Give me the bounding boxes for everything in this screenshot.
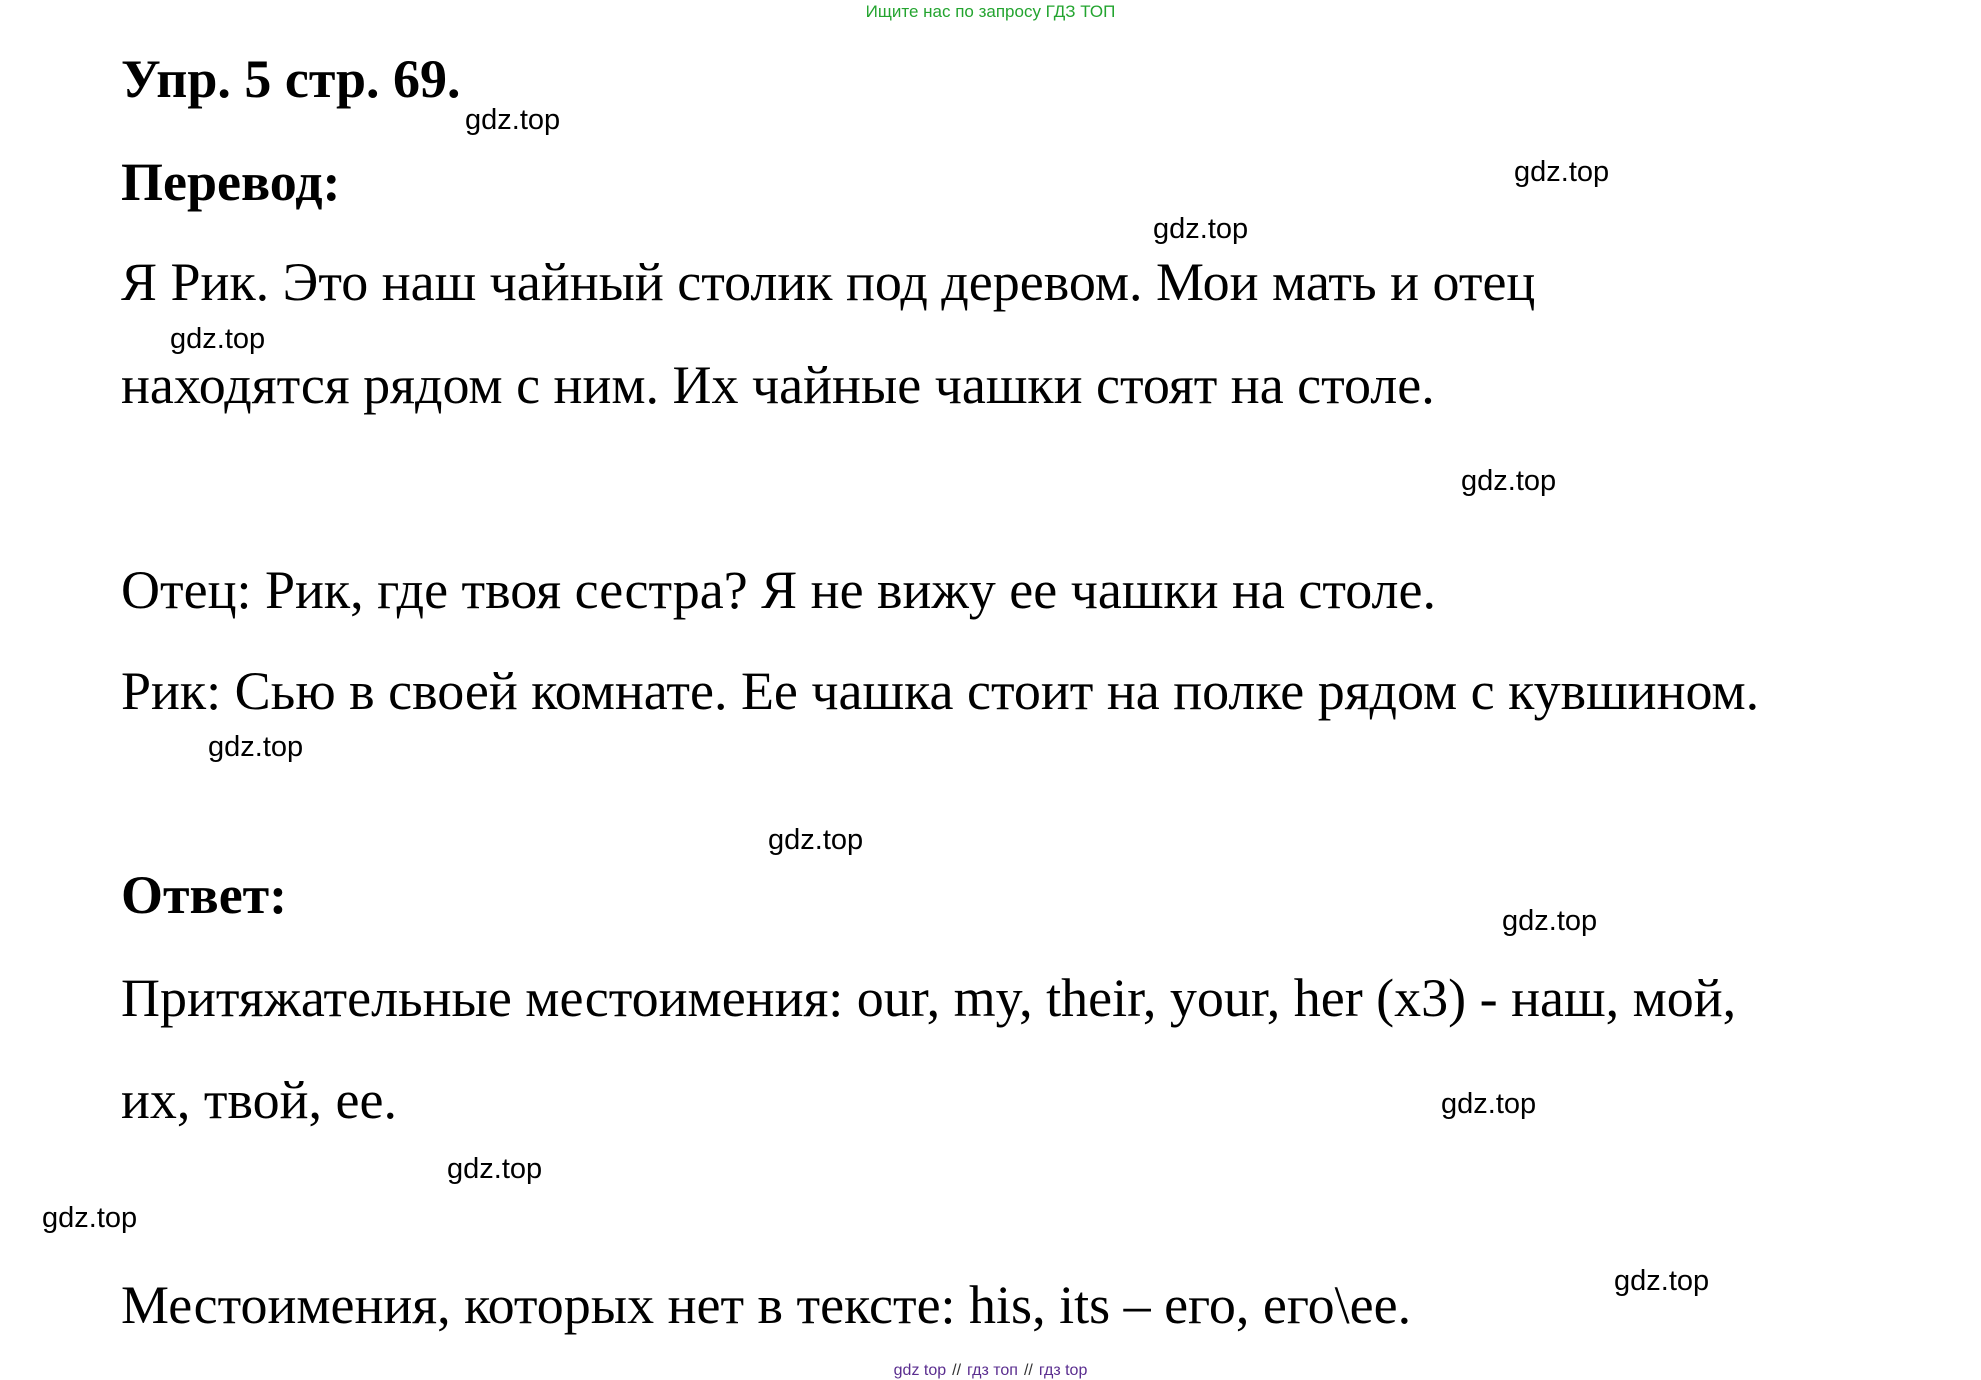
translation-line: Рик: Сью в своей комнате. Ее чашка стоит на полке рядом с кувшином.: [121, 661, 1760, 721]
watermark: gdz.top: [208, 731, 304, 763]
footer-link[interactable]: гдз топ: [967, 1362, 1018, 1379]
answer-heading: Ответ:: [121, 865, 288, 925]
footer-link[interactable]: гдз top: [1038, 1362, 1088, 1379]
answer-line: Притяжательные местоимения: our, my, their, your, her (x3) - наш, мой,: [121, 968, 1737, 1028]
watermark: gdz.top: [1441, 1088, 1537, 1120]
translation-line: Отец: Рик, где твоя сестра? Я не вижу ее чашки на столе.: [121, 560, 1436, 620]
watermark: gdz.top: [447, 1153, 543, 1185]
watermark: gdz.top: [1502, 905, 1598, 937]
watermark: gdz.top: [1514, 156, 1610, 188]
footer-links: [0, 1362, 1981, 1380]
watermark: gdz.top: [1461, 465, 1557, 497]
watermark: gdz.top: [42, 1202, 138, 1234]
watermark: gdz.top: [1614, 1265, 1710, 1297]
translation-line: Я Рик. Это наш чайный столик под деревом. Мои мать и отец: [121, 252, 1536, 312]
translation-line: находятся рядом с ним. Их чайные чашки стоят на столе.: [121, 355, 1435, 415]
watermark: gdz.top: [465, 104, 561, 136]
watermark: gdz.top: [1153, 213, 1249, 245]
watermark: gdz.top: [768, 824, 864, 856]
top-banner[interactable]: Ищите нас по запросу ГДЗ ТОП: [865, 2, 1116, 21]
watermark: gdz.top: [170, 323, 266, 355]
footer-link[interactable]: gdz top: [893, 1362, 947, 1379]
translation-heading: Перевод:: [121, 152, 341, 212]
answer-line: их, твой, ее.: [121, 1070, 397, 1130]
footer-separator: //: [1023, 1362, 1033, 1379]
answer-line: Местоимения, которых нет в тексте: his, its – его, его\ее.: [121, 1275, 1412, 1335]
footer-separator: //: [952, 1362, 962, 1379]
exercise-title: Упр. 5 стр. 69.: [121, 49, 461, 109]
